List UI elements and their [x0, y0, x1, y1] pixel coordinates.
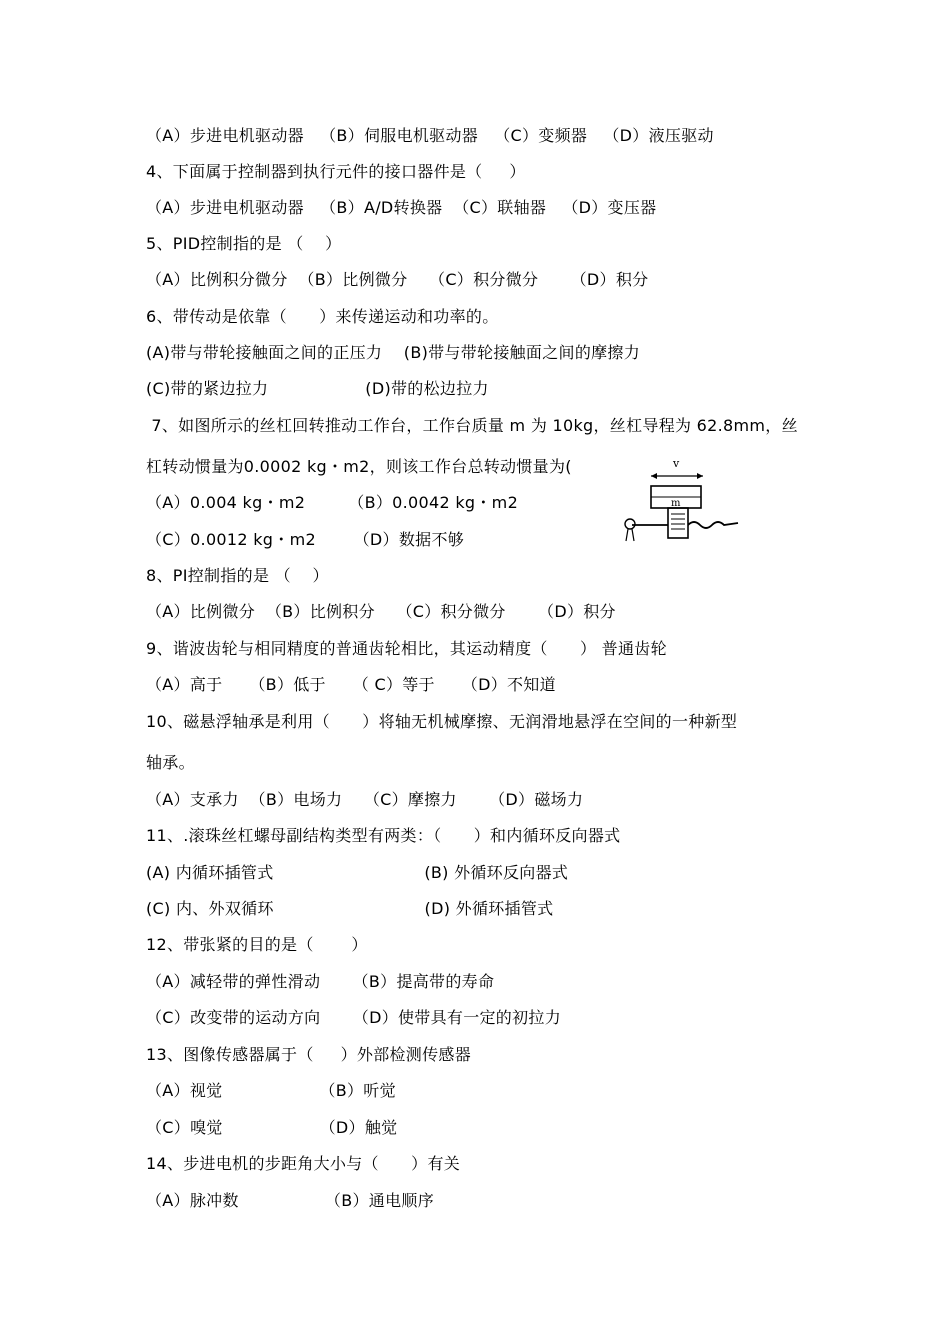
q12-options-cd: （C）改变带的运动方向 （D）使带具有一定的初拉力 [146, 1008, 562, 1027]
screw-table-diagram [618, 455, 746, 550]
q12-question: 12、带张紧的目的是（ ） [146, 935, 368, 954]
q5-options: （A）比例积分微分 （B）比例微分 （C）积分微分 （D）积分 [146, 270, 649, 289]
lead-screw [632, 522, 738, 528]
q6-options-ab: (A)带与带轮接触面之间的正压力 (B)带与带轮接触面之间的摩擦力 [146, 343, 641, 362]
q6-options-cd: (C)带的紧边拉力 (D)带的松边拉力 [146, 379, 489, 398]
q8-question: 8、PI控制指的是 （ ） [146, 566, 329, 585]
q8-options: （A）比例微分 （B）比例积分 （C）积分微分 （D）积分 [146, 602, 616, 621]
q3-options: （A）步进电机驱动器 （B）伺服电机驱动器 （C）变频器 （D）液压驱动 [146, 126, 714, 145]
q9-options: （A）高于 （B）低于 （ C）等于 （D）不知道 [146, 675, 556, 694]
q7-options-ab: （A）0.004 kg・m2 （B）0.0042 kg・m2 [146, 493, 519, 512]
q13-question: 13、图像传感器属于（ ）外部检测传感器 [146, 1045, 471, 1064]
q12-options-ab: （A）减轻带的弹性滑动 （B）提高带的寿命 [146, 972, 495, 991]
mass-label: m [671, 498, 681, 509]
q5-question: 5、PID控制指的是 （ ） [146, 234, 342, 253]
q13-options-ab: （A）视觉 （B）听觉 [146, 1081, 396, 1100]
q4-question: 4、下面属于控制器到执行元件的接口器件是（ ） [146, 162, 526, 181]
q6-question: 6、带传动是依靠（ ）来传递运动和功率的。 [146, 307, 499, 326]
q11-options-cd: (C) 内、外双循环 (D) 外循环插管式 [146, 899, 554, 918]
q10-question-line1: 10、磁悬浮轴承是利用（ ）将轴无机械摩擦、无润滑地悬浮在空间的一种新型 [146, 712, 738, 731]
q7-options-cd: （C）0.0012 kg・m2 （D）数据不够 [146, 530, 465, 549]
q7-question-line2: 杠转动惯量为0.0002 kg・m2，则该工作台总转动惯量为( [146, 457, 572, 476]
q14-options-ab: （A）脉冲数 （B）通电顺序 [146, 1191, 434, 1210]
q7-question-line1: 7、如图所示的丝杠回转推动工作台，工作台质量 m 为 10kg，丝杠导程为 62.8mm，丝 [146, 416, 798, 435]
q14-question: 14、步进电机的步距角大小与（ ）有关 [146, 1154, 461, 1173]
q10-question-line2: 轴承。 [146, 753, 195, 772]
q9-question: 9、谐波齿轮与相同精度的普通齿轮相比，其运动精度（ ） 普通齿轮 [146, 639, 667, 658]
q11-options-ab: (A) 内循环插管式 (B) 外循环反向器式 [146, 863, 569, 882]
q4-options: （A）步进电机驱动器 （B）A/D转换器 （C）联轴器 （D）变压器 [146, 198, 657, 217]
q10-options: （A）支承力 （B）电场力 （C）摩擦力 （D）磁场力 [146, 790, 584, 809]
q11-question: 11、.滚珠丝杠螺母副结构类型有两类：（ ）和内循环反向器式 [146, 826, 621, 845]
velocity-label: v [673, 457, 680, 470]
q13-options-cd: （C）嗅觉 （D）触觉 [146, 1118, 398, 1137]
